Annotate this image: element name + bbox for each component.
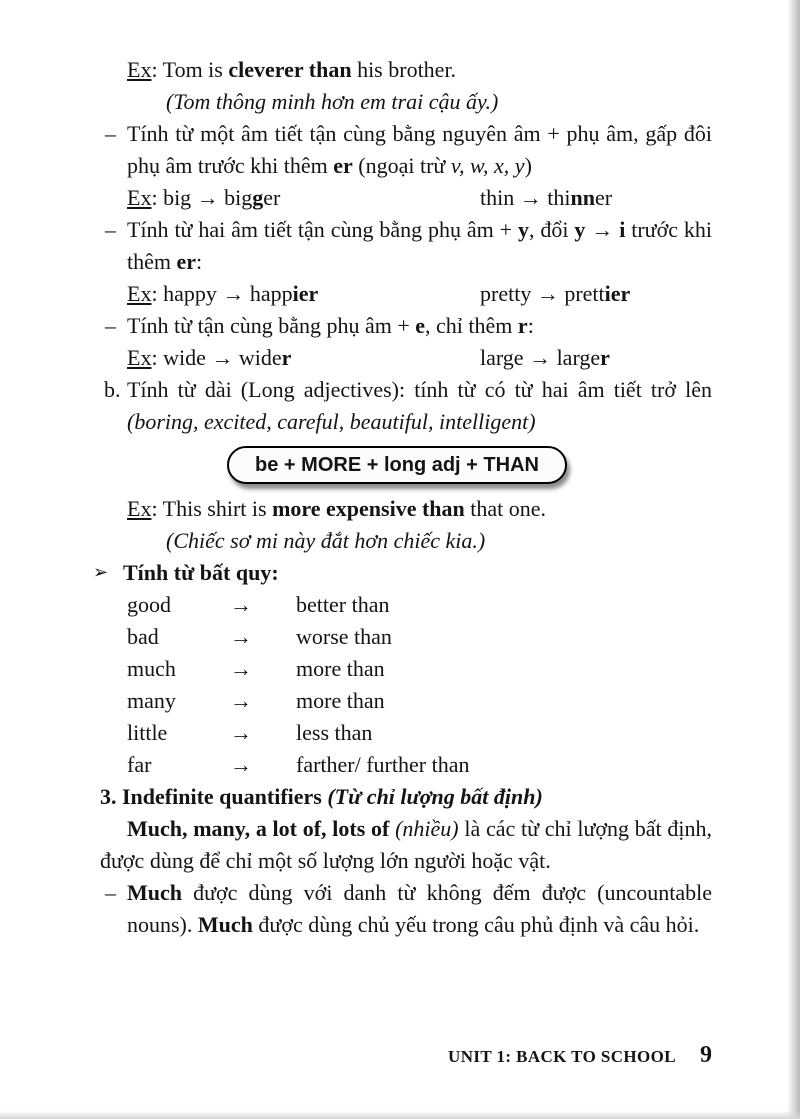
translation-cleverer: (Tom thông minh hơn em trai cậu ấy.) <box>166 89 499 114</box>
example-cleverer: Ex: Tom is cleverer than his brother. <box>127 57 457 82</box>
heading-text: Tính từ bất quy: <box>123 560 279 585</box>
rule-text: Tính từ tận cùng bằng phụ âm + e, chỉ thêm r: <box>127 313 534 338</box>
formula-box: be + MORE + long adj + THAN <box>227 446 567 484</box>
page-content <box>93 54 712 941</box>
example-wide-large <box>127 342 712 374</box>
irregular-word: little <box>127 720 168 745</box>
irregular-adjectives-heading <box>93 557 712 589</box>
example-thin: thin → thinner <box>480 185 613 210</box>
irregular-result: more than <box>296 688 385 713</box>
arrow: → <box>230 688 252 713</box>
section-3-heading: 3. Indefinite quantifiers (Từ chỉ lượng bất định) <box>100 784 543 809</box>
rule-text: Much được dùng với danh từ không đếm được (uncountable nouns). Much được dùng chủ yếu trong câu phủ định và câu hỏi. <box>127 880 712 937</box>
irregular-row <box>127 749 712 781</box>
example-big-thin <box>127 182 712 214</box>
irregular-row <box>127 621 712 653</box>
rule-text: Tính từ hai âm tiết tận cùng bằng phụ âm + y, đổi y → i trước khi thêm er: <box>127 217 712 274</box>
example-happy: Ex: happy → happier <box>127 281 319 306</box>
arrow: → <box>230 624 252 649</box>
much-usage-item <box>105 877 712 941</box>
arrow: → <box>230 752 252 777</box>
rule-ending-e <box>105 310 712 342</box>
example-happy-pretty <box>127 278 712 310</box>
scan-edge-bottom <box>0 1111 800 1119</box>
rule-y-to-i <box>105 214 712 278</box>
irregular-row <box>127 589 712 621</box>
irregular-result: less than <box>296 720 373 745</box>
irregular-result: worse than <box>296 624 392 649</box>
quantifiers-paragraph: Much, many, a lot of, lots of (nhiều) là các từ chỉ lượng bất định, được dùng để chỉ một số lượng lớn người hoặc vật. <box>100 816 712 873</box>
irregular-word: bad <box>127 624 159 649</box>
rule-text: Tính từ một âm tiết tận cùng bằng nguyên âm + phụ âm, gấp đôi phụ âm trước khi thêm er (ngoại trừ v, w, x, y) <box>127 121 712 178</box>
irregular-word: much <box>127 656 176 681</box>
arrow: → <box>230 592 252 617</box>
example-large: large → larger <box>480 345 610 370</box>
page-number: 9 <box>700 1042 712 1068</box>
irregular-row <box>127 717 712 749</box>
rule-long-adjectives <box>104 374 712 438</box>
rule-text: Tính từ dài (Long adjectives): tính từ có từ hai âm tiết trở lên (boring, excited, careful, beautiful, intelligent) <box>127 377 712 434</box>
dash-marker: – <box>105 217 116 242</box>
formula-box-row <box>100 446 694 484</box>
irregular-result: better than <box>296 592 390 617</box>
irregular-word: far <box>127 752 152 777</box>
arrow: → <box>230 720 252 745</box>
unit-title: UNIT 1: BACK TO SCHOOL <box>448 1047 676 1066</box>
rule-double-consonant <box>105 118 712 182</box>
irregular-result: farther/ further than <box>296 752 470 777</box>
irregular-row <box>127 653 712 685</box>
example-big: Ex: big → bigger <box>127 185 281 210</box>
dash-marker: – <box>105 313 116 338</box>
translation-shirt: (Chiếc sơ mi này đắt hơn chiếc kia.) <box>166 528 486 553</box>
example-shirt: Ex: This shirt is more expensive than that one. <box>127 496 547 521</box>
example-pretty: pretty → prettier <box>480 281 631 306</box>
irregular-word: many <box>127 688 176 713</box>
irregular-row <box>127 685 712 717</box>
example-wide: Ex: wide → wider <box>127 345 292 370</box>
arrowhead-bullet-icon: ➢ <box>93 562 109 583</box>
irregular-result: more than <box>296 656 385 681</box>
list-label-b: b. <box>104 377 121 402</box>
scan-edge-right <box>787 0 800 1119</box>
dash-marker: – <box>105 880 116 905</box>
page-footer <box>448 1039 712 1073</box>
dash-marker: – <box>105 121 116 146</box>
arrow: → <box>230 656 252 681</box>
irregular-word: good <box>127 592 171 617</box>
